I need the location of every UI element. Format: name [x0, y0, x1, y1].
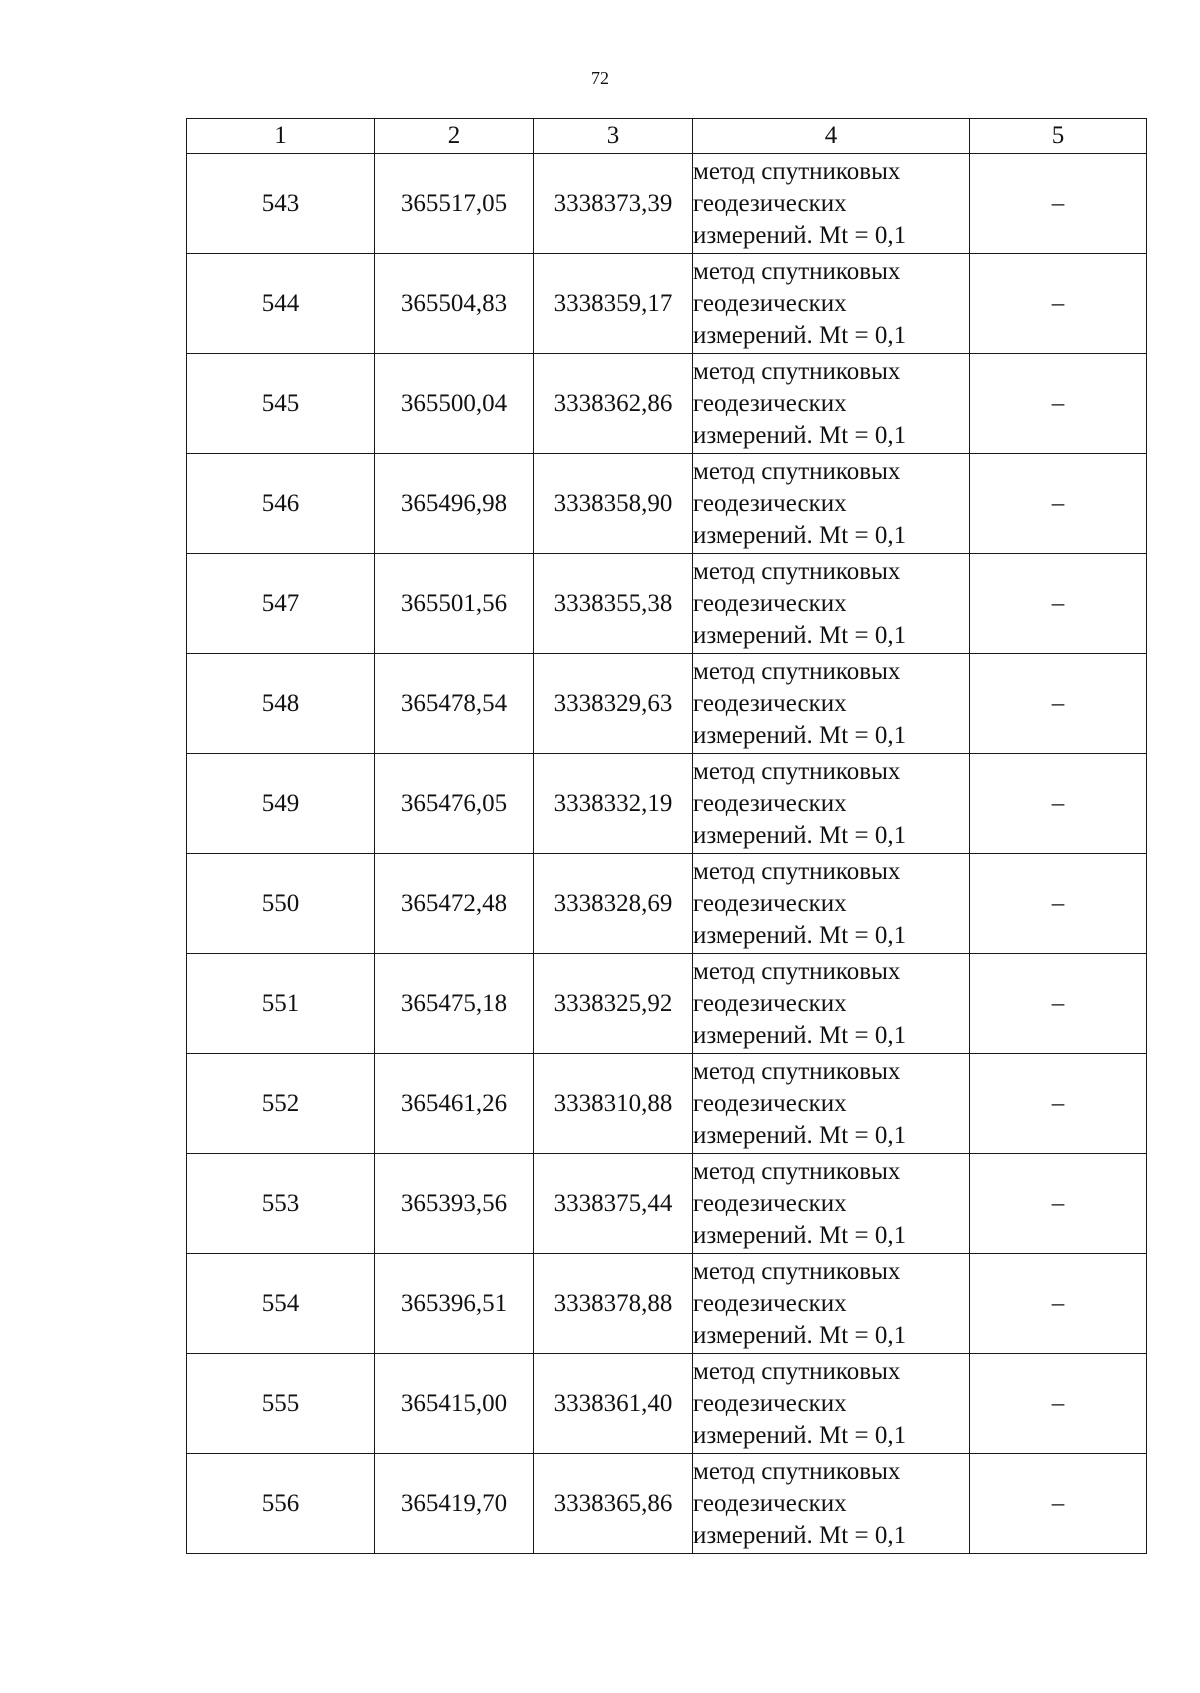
method-line: геодезических	[693, 389, 847, 417]
point-number-cell: 549	[187, 754, 375, 854]
method-line: измерений. Mt = 0,1	[693, 221, 907, 249]
table-row	[187, 754, 1147, 854]
note-cell: –	[970, 254, 1147, 354]
method-line: метод спутниковых	[693, 457, 901, 485]
method-line: метод спутниковых	[693, 857, 901, 885]
y-coordinate-cell: 3338332,19	[534, 754, 693, 854]
method-cell	[693, 1254, 970, 1354]
x-coordinate-cell: 365393,56	[375, 1154, 534, 1254]
point-number-cell: 547	[187, 554, 375, 654]
note-cell: –	[970, 1154, 1147, 1254]
method-line: измерений. Mt = 0,1	[693, 1421, 907, 1449]
method-line: геодезических	[693, 1389, 847, 1417]
method-line: измерений. Mt = 0,1	[693, 1121, 907, 1149]
method-cell	[693, 1454, 970, 1554]
method-cell	[693, 954, 970, 1054]
table-row	[187, 1254, 1147, 1354]
method-line: измерений. Mt = 0,1	[693, 621, 907, 649]
note-cell: –	[970, 354, 1147, 454]
method-line: метод спутниковых	[693, 257, 901, 285]
method-line: геодезических	[693, 989, 847, 1017]
method-line: измерений. Mt = 0,1	[693, 1521, 907, 1549]
page-number: 72	[591, 68, 609, 88]
point-number-cell: 554	[187, 1254, 375, 1354]
point-number-cell: 550	[187, 854, 375, 954]
table-row	[187, 1154, 1147, 1254]
method-line: геодезических	[693, 289, 847, 317]
method-line: геодезических	[693, 1089, 847, 1117]
x-coordinate-cell: 365517,05	[375, 154, 534, 254]
method-cell	[693, 254, 970, 354]
point-number-cell: 556	[187, 1454, 375, 1554]
note-cell: –	[970, 654, 1147, 754]
x-coordinate-cell: 365419,70	[375, 1454, 534, 1554]
header-col-3: 3	[534, 119, 693, 154]
method-line: измерений. Mt = 0,1	[693, 521, 907, 549]
point-number-cell: 546	[187, 454, 375, 554]
table-row	[187, 954, 1147, 1054]
table-row	[187, 1354, 1147, 1454]
method-line: метод спутниковых	[693, 1157, 901, 1185]
header-col-2: 2	[375, 119, 534, 154]
point-number-cell: 543	[187, 154, 375, 254]
y-coordinate-cell: 3338378,88	[534, 1254, 693, 1354]
point-number-cell: 548	[187, 654, 375, 754]
method-line: измерений. Mt = 0,1	[693, 321, 907, 349]
method-line: измерений. Mt = 0,1	[693, 1321, 907, 1349]
method-line: метод спутниковых	[693, 1357, 901, 1385]
method-line: геодезических	[693, 589, 847, 617]
y-coordinate-cell: 3338355,38	[534, 554, 693, 654]
method-line: измерений. Mt = 0,1	[693, 1021, 907, 1049]
x-coordinate-cell: 365501,56	[375, 554, 534, 654]
table-row	[187, 554, 1147, 654]
method-cell	[693, 154, 970, 254]
method-line: геодезических	[693, 889, 847, 917]
method-line: геодезических	[693, 789, 847, 817]
note-cell: –	[970, 854, 1147, 954]
header-col-5: 5	[970, 119, 1147, 154]
table-row	[187, 654, 1147, 754]
x-coordinate-cell: 365504,83	[375, 254, 534, 354]
method-line: геодезических	[693, 489, 847, 517]
note-cell: –	[970, 754, 1147, 854]
method-line: метод спутниковых	[693, 657, 901, 685]
method-line: геодезических	[693, 1489, 847, 1517]
y-coordinate-cell: 3338365,86	[534, 1454, 693, 1554]
x-coordinate-cell: 365476,05	[375, 754, 534, 854]
header-col-4: 4	[693, 119, 970, 154]
x-coordinate-cell: 365478,54	[375, 654, 534, 754]
point-number-cell: 544	[187, 254, 375, 354]
y-coordinate-cell: 3338375,44	[534, 1154, 693, 1254]
method-cell	[693, 454, 970, 554]
y-coordinate-cell: 3338310,88	[534, 1054, 693, 1154]
method-line: метод спутниковых	[693, 757, 901, 785]
x-coordinate-cell: 365472,48	[375, 854, 534, 954]
y-coordinate-cell: 3338359,17	[534, 254, 693, 354]
method-line: геодезических	[693, 1189, 847, 1217]
note-cell: –	[970, 1254, 1147, 1354]
table-row	[187, 1054, 1147, 1154]
x-coordinate-cell: 365500,04	[375, 354, 534, 454]
method-cell	[693, 654, 970, 754]
point-number-cell: 555	[187, 1354, 375, 1454]
table-body	[187, 154, 1147, 1554]
y-coordinate-cell: 3338362,86	[534, 354, 693, 454]
method-cell	[693, 1054, 970, 1154]
x-coordinate-cell: 365415,00	[375, 1354, 534, 1454]
method-line: измерений. Mt = 0,1	[693, 821, 907, 849]
method-line: метод спутниковых	[693, 1057, 901, 1085]
method-cell	[693, 754, 970, 854]
method-line: метод спутниковых	[693, 357, 901, 385]
header-row	[187, 119, 1147, 154]
note-cell: –	[970, 1454, 1147, 1554]
method-line: метод спутниковых	[693, 1257, 901, 1285]
method-line: метод спутниковых	[693, 157, 901, 185]
method-line: метод спутниковых	[693, 1457, 901, 1485]
y-coordinate-cell: 3338358,90	[534, 454, 693, 554]
method-line: геодезических	[693, 1289, 847, 1317]
x-coordinate-cell: 365475,18	[375, 954, 534, 1054]
coordinates-table	[186, 118, 1147, 1554]
table-row	[187, 1454, 1147, 1554]
y-coordinate-cell: 3338329,63	[534, 654, 693, 754]
note-cell: –	[970, 1354, 1147, 1454]
method-line: измерений. Mt = 0,1	[693, 721, 907, 749]
point-number-cell: 552	[187, 1054, 375, 1154]
point-number-cell: 551	[187, 954, 375, 1054]
method-line: измерений. Mt = 0,1	[693, 1221, 907, 1249]
method-cell	[693, 1154, 970, 1254]
table-row	[187, 254, 1147, 354]
table-row	[187, 154, 1147, 254]
table-header	[187, 119, 1147, 154]
point-number-cell: 545	[187, 354, 375, 454]
y-coordinate-cell: 3338325,92	[534, 954, 693, 1054]
note-cell: –	[970, 554, 1147, 654]
table-row	[187, 354, 1147, 454]
method-cell	[693, 1354, 970, 1454]
method-line: метод спутниковых	[693, 557, 901, 585]
y-coordinate-cell: 3338328,69	[534, 854, 693, 954]
note-cell: –	[970, 154, 1147, 254]
method-cell	[693, 554, 970, 654]
table-row	[187, 454, 1147, 554]
point-number-cell: 553	[187, 1154, 375, 1254]
note-cell: –	[970, 454, 1147, 554]
y-coordinate-cell: 3338361,40	[534, 1354, 693, 1454]
method-cell	[693, 854, 970, 954]
table-row	[187, 854, 1147, 954]
x-coordinate-cell: 365461,26	[375, 1054, 534, 1154]
x-coordinate-cell: 365496,98	[375, 454, 534, 554]
header-col-1: 1	[187, 119, 375, 154]
method-line: геодезических	[693, 189, 847, 217]
method-cell	[693, 354, 970, 454]
method-line: измерений. Mt = 0,1	[693, 921, 907, 949]
x-coordinate-cell: 365396,51	[375, 1254, 534, 1354]
method-line: измерений. Mt = 0,1	[693, 421, 907, 449]
y-coordinate-cell: 3338373,39	[534, 154, 693, 254]
note-cell: –	[970, 1054, 1147, 1154]
method-line: метод спутниковых	[693, 957, 901, 985]
method-line: геодезических	[693, 689, 847, 717]
note-cell: –	[970, 954, 1147, 1054]
